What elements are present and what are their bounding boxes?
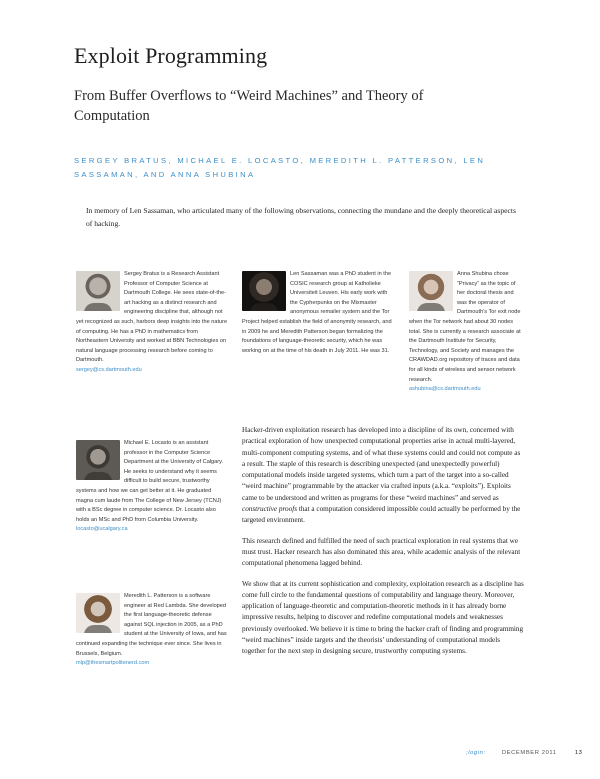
page-number: 13 [574, 750, 583, 756]
article-body [242, 425, 524, 667]
bio-bratus-email[interactable]: sergey@cs.dartmouth.edu [76, 366, 142, 373]
bio-shubina-email[interactable]: ashubina@cs.dartmouth.edu [409, 386, 481, 393]
body-paragraph-1-end: that a computation considered impossible could actually be performed by the targeted environment. [242, 505, 521, 525]
article-subtitle: From Buffer Overflows to “Weird Machines” and Theory of Computation [74, 88, 424, 124]
author-photo-shubina [409, 271, 453, 311]
bio-shubina-text: Anna Shubina chose “Privacy” as the topic of her doctoral thesis and was the operator of Dartmouth’s Tor exit node when the Tor network had about 30 nodes total. She is currently a research associate at the Dartmouth Institute for Security, Technology, and Society and manages the CRAWDAD.org repository of traces and data for all kinds of wireless and sensor network research. [409, 271, 521, 383]
bio-locasto-email[interactable]: locasto@ucalgary.ca [76, 526, 128, 533]
bio-bratus-text: Sergey Bratus is a Research Assistant Professor of Computer Science at Dartmouth College. He sees state-of-the-art hacking as a distinct research and engineering discipline that, although not yet recognized as such, harbors deep insights into the nature of computing. He has a PhD in mathematics from Northeastern University and worked at BBN Technologies on natural language processing research before coming to Dartmouth. [76, 271, 228, 364]
bio-patterson-email[interactable]: mlp@thesmartpolitenerd.com [76, 660, 150, 667]
bio-sassaman-text: Len Sassaman was a PhD student in the COSIC research group at Katholieke Universiteit Leuven. His early work with the Cypherpunks on the Mixmaster anonymous remailer system and the Tor Project helped establish the field of anonymity research, and in 2009 he and Meredith Patterson began formalizing the foundations of language-theoretic security, which he was working on at the time of his death in July 2011. He was 31. [242, 271, 392, 354]
body-paragraph-3: We show that at its current sophistication and complexity, exploitation research as a discipline has come full circle to the fundamental questions of computability and language theory. Moreover, application of language-theoretic and computation-theoretic methods in it has already borne impressive results, helping to discover and redefine computational models and weaknesses previously overlooked. We believe it is time to bring the hacker craft of finding and programming “weird machines” inside targets and the theorists’ understanding of computational models together for the next step in designing secure, trustworthy computing systems. [242, 579, 524, 656]
page-footer [466, 750, 583, 756]
bio-shubina [409, 270, 524, 395]
body-emphasis: constructive proofs [242, 505, 298, 514]
bio-patterson-text: Meredith L. Patterson is a software engineer at Red Lambda. She developed the first language-theoretic defense against SQL injection in 2005, as a PhD student at the University of Iowa, and has continued expanding the technique ever since. She lives in Brussels, Belgium. [76, 593, 227, 657]
author-photo-patterson [76, 593, 120, 633]
author-photo-bratus [76, 271, 120, 311]
body-paragraph-1 [242, 425, 524, 527]
bio-locasto-text: Michael E. Locasto is an assistant professor in the Computer Science Department at the University of Calgary. He seeks to understand why it seems difficult to build secure, trustworthy systems and how we can get better at it. He graduated magna cum laude from The College of New Jersey (TCNJ) with a BSc degree in computer science. Dr. Locasto also holds an MSc and PhD from Columbia University. [76, 440, 224, 523]
bio-patterson [76, 592, 228, 669]
bio-bratus [76, 270, 228, 376]
author-photo-sassaman [242, 271, 286, 311]
article-title: Exploit Programming [74, 43, 268, 68]
body-paragraph-1-start: Hacker-driven exploitation research has developed into a discipline of its own, concerned with practical exploration of how unexpected computational properties arise in actual multi-layered, multi-component computing systems, and of what these systems could and could not compute as a result. The staple of this research is describing unexpected (and unexpectedly powerful) computational models inside targeted systems, which turn a part of the target into a so-called “weird machine” programmable by the attacker via crafted inputs (a.k.a. “exploits”). Exploits came to be understood and written as programs for these “weird machines” and served as [242, 426, 521, 502]
body-paragraph-2: This research defined and fulfilled the need of such practical exploration in real systems that we must trust. Hacker research has also dominated this area, while academic analysis of the relevant computational phenomena lagged behind. [242, 536, 521, 568]
author-photo-locasto [76, 440, 120, 480]
bio-locasto [76, 439, 228, 535]
footer-brand: ;login: [466, 750, 486, 756]
footer-date: DECEMBER 2011 [501, 750, 557, 756]
memoriam-note: In memory of Len Sassaman, who articulated many of the following observations, connecting the mundane and the deeply theoretical aspects of hacking. [86, 206, 516, 228]
bio-sassaman [242, 270, 396, 356]
author-list: SERGEY BRATUS, MICHAEL E. LOCASTO, MEREDITH L. PATTERSON, LEN SASSAMAN, AND ANNA SHUBINA [74, 156, 486, 179]
